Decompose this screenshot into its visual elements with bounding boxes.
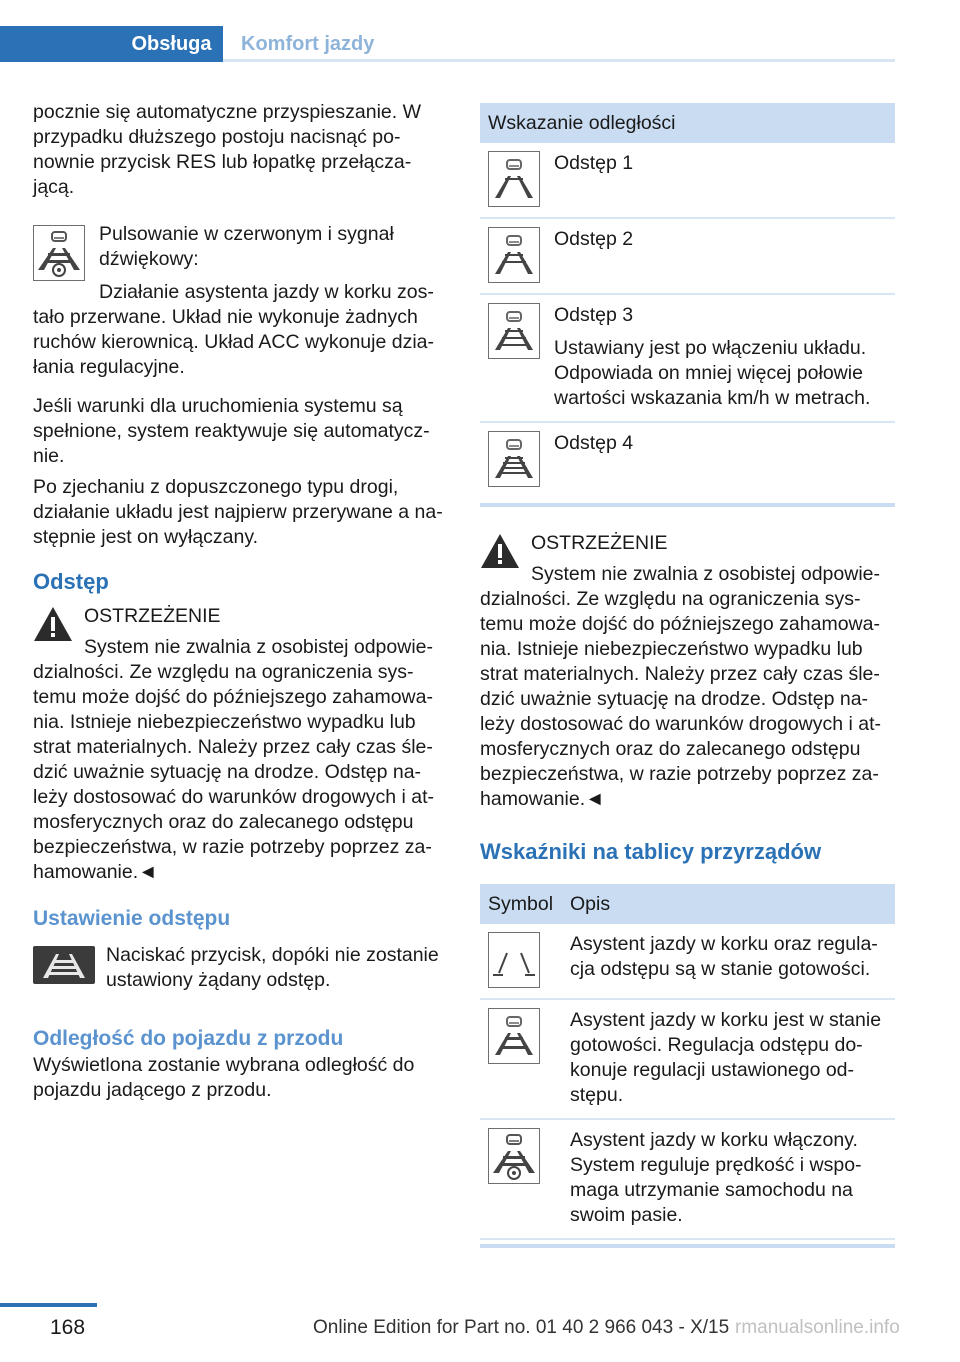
lane-ready-icon [488, 932, 540, 988]
ustawienie-note [33, 943, 445, 995]
distance-4-icon [488, 431, 540, 487]
page-number: 168 [50, 1316, 86, 1339]
table-row [480, 1119, 895, 1239]
pulse-title: Pulsowanie w czerwonym i sygnał dźwiękowy: [99, 223, 394, 270]
vehicle-ready-icon [488, 1008, 540, 1064]
warning-right-title: OSTRZEŻENIE [531, 532, 668, 554]
warning-triangle-icon [480, 533, 520, 569]
distance-table-header: Wskazanie odległości [480, 103, 895, 143]
col-opis-header: Opis [562, 884, 895, 924]
table-row [480, 924, 895, 999]
distance-2-icon [488, 227, 540, 283]
symbol-2-text: Asystent jazdy w korku jest w stanie gotowości. Regulacja odstępu do-konuje regulacji ustawionego od-stępu. [570, 1009, 882, 1106]
warning-triangle-icon [33, 606, 73, 642]
symbol-3-text: Asystent jazdy w korku włączony. System reguluje prędkość i wspo-maga utrzymanie samochodu na swoim pasie. [570, 1129, 862, 1226]
table-row [480, 218, 895, 294]
symbol-1-text: Asystent jazdy w korku oraz regula-cja odstępu są w stanie gotowości. [570, 933, 878, 980]
pulse-note [33, 222, 445, 282]
warning-left [33, 604, 445, 885]
heading-ustawienie: Ustawienie odstępu [33, 907, 231, 930]
tab-komfort-jazdy[interactable]: Komfort jazdy [223, 26, 895, 62]
distance-1-icon [488, 151, 540, 207]
distance-button-icon [33, 946, 95, 984]
warning-left-body: System nie zwalnia z osobistej odpowie-dzialności. Ze względu na ograniczenia sys-temu może dojść do późniejszego zahamowa-nia. Istnieje niebezpieczeństwo wypadku lub strat materialnych. Należy przez cały czas śle-dzić uważnie sytuację na drodze. Odstęp na-leży dostosować do warunków drogowych i at-mosferycznych oraz do zalecanego odstępu bezpieczeństwa, w razie potrzeby poprzez za-hamowanie.◄ [33, 636, 435, 883]
symbol-table [480, 884, 895, 1240]
table-row [480, 422, 895, 497]
distance-3-note: Ustawiany jest po włączeniu układu. Odpowiada on mniej więcej połowie wartości wskazania km/h w metrach. [554, 337, 871, 409]
heading-odstep: Odstęp [33, 569, 109, 594]
pulse-body: Działanie asystenta jazdy w korku zos-tało przerwane. Układ nie wykonuje żadnych ruchów kierownicą. Układ ACC wykonuje dzia-łania regulacyjne. [33, 281, 434, 378]
tab-underline [223, 59, 895, 62]
warning-right [480, 531, 895, 812]
table-row [480, 294, 895, 422]
paragraph-reactivate: Jeśli warunki dla uruchomienia systemu są spełnione, system reaktywuje się automatycz-nie. [33, 395, 430, 467]
col-symbol-header: Symbol [480, 884, 562, 924]
paragraph-acceleration: pocznie się automatyczne przyspieszanie. W przypadku dłuższego postoju nacisnąć po-nownie przycisk RES lub łopatkę przełącza-jącą. [33, 101, 422, 198]
footer-watermark: rmanualsonline.info [735, 1317, 900, 1338]
table-row [480, 999, 895, 1119]
distance-3-icon [488, 303, 540, 359]
footer-edition: Online Edition for Part no. 01 40 2 966 043 - X/15 [313, 1317, 730, 1338]
warning-right-body: System nie zwalnia z osobistej odpowie-dzialności. Ze względu na ograniczenia sys-temu może dojść do późniejszego zahamowa-nia. Istnieje niebezpieczeństwo wypadku lub strat materialnych. Należy przez cały czas śle-dzić uważnie sytuację na drodze. Odstęp na-leży dostosować do warunków drogowych i at-mosferycznych oraz do zalecanego odstępu bezpieczeństwa, w razie potrzeby poprzez za-hamowanie.◄ [480, 563, 882, 810]
distance-3-title: Odstęp 3 [554, 304, 634, 326]
assist-warning-icon [33, 225, 85, 281]
tab-obsluga[interactable]: Obsługa [0, 26, 223, 62]
header-tabs [0, 26, 895, 62]
assist-active-icon [488, 1128, 540, 1184]
warning-left-title: OSTRZEŻENIE [84, 605, 221, 627]
paragraph-road-type: Po zjechaniu z dopuszczonego typu drogi, działanie układu jest najpierw przerywane a na-stępnie jest on wyłączany. [33, 476, 443, 548]
symbol-table-end [480, 1244, 895, 1248]
right-column [480, 103, 895, 1248]
footer-accent-line [0, 1303, 97, 1307]
ustawienie-body: Naciskać przycisk, dopóki nie zostanie ustawiony żądany odstęp. [106, 944, 439, 991]
left-column [33, 100, 445, 1103]
distance-2-title: Odstęp 2 [554, 228, 634, 250]
distance-4-title: Odstęp 4 [554, 432, 634, 454]
odleglosc-body: Wyświetlona zostanie wybrana odległość do pojazdu jadącego z przodu. [33, 1054, 415, 1101]
table-row [480, 143, 895, 218]
heading-wskazniki: Wskaźniki na tablicy przyrządów [480, 839, 822, 864]
distance-1-title: Odstęp 1 [554, 152, 634, 174]
heading-odleglosc: Odległość do pojazdu z przodu [33, 1027, 344, 1050]
distance-table [480, 103, 895, 497]
distance-table-end [480, 503, 895, 507]
